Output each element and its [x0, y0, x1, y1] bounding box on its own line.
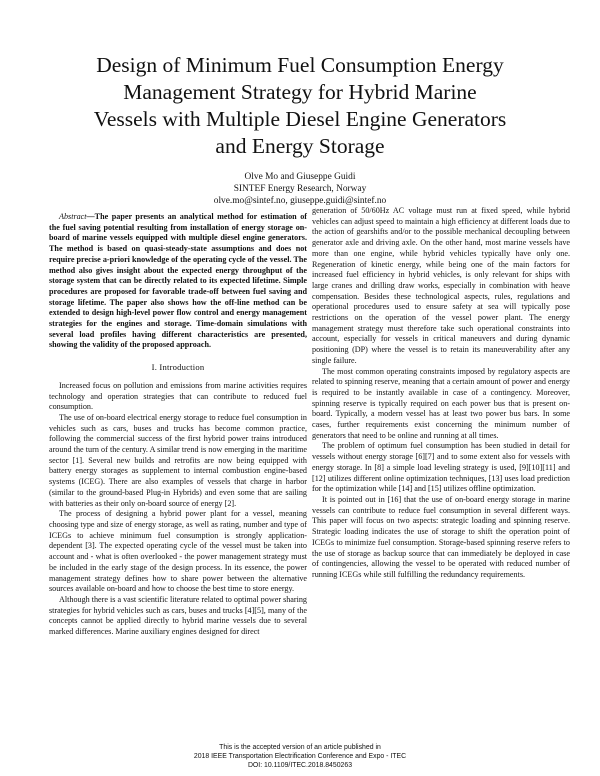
author-block: [40, 171, 560, 207]
author-affiliation: SINTEF Energy Research, Norway: [233, 184, 367, 194]
abstract-text: —The paper presents an analytical method for estimation of the fuel saving potential resulting from installation of energy storage on-board of marine vessels equipped with multiple diesel engine generators. The method is based on quasi-steady-state assumptions and does not require precise a-priori knowledge of the operating cycle of the vessel. The method also gives insight about the expected energy throughput of the storage system that can be directly related to its expected lifetime. Simple procedures are proposed for favorable trade-off between fuel saving and storage lifetime. The paper also shows how the off-line method can be extended to design high-level power flow control and energy management strategies for the engines and storage. Time-domain simulations with several load profiles having different characteristics are presented, showing the validity of the proposed approach.: [49, 212, 307, 350]
title-line: Management Strategy for Hybrid Marine: [123, 80, 477, 104]
left-column: [49, 212, 307, 638]
body-paragraph: Increased focus on pollution and emissions from marine activities requires technology and operation strategies that can contribute to reduced fuel consumption.: [49, 380, 307, 412]
body-paragraph: Although there is a vast scientific literature related to optimal power sharing strategies for hybrid vehicles such as cars, buses and trucks [4][5], many of the concepts cannot be applied directly to hybrid marine vessels due to several marked differences. Marine auxiliary engines designed for direct: [49, 594, 307, 637]
author-names: Olve Mo and Giuseppe Guidi: [244, 172, 356, 182]
body-paragraph: The most common operating constraints imposed by regulatory aspects are related to spinning reserve, meaning that a certain amount of power and energy is required to be instantly available in case of a contingency. Moreover, spinning reserve is typically required on each power bus that is present on-board. Typically, a modern vessel has at least two power bus bars. In some cases, further requirements exist concerning the minimum number of generators that need to be online and running at all times.: [312, 366, 570, 440]
body-paragraph: The process of designing a hybrid power plant for a vessel, meaning choosing type and size of energy storage, as well as rating, number and type of ICEGs to achieve minimum fuel consumption is strongly application-dependent [3]. The expected operating cycle of the vessel must be taken into account and - what is often overlooked - the power management strategy must be included in the early stage of the design process. In its essence, the power management strategy defines how to share power between the alternative sources available on-board and how to choose the best time to store energy.: [49, 509, 307, 594]
title-line: Vessels with Multiple Diesel Engine Generators: [93, 107, 507, 131]
right-column: [312, 206, 570, 581]
paper-title: [40, 52, 560, 160]
title-line: Design of Minimum Fuel Consumption Energy: [96, 53, 504, 77]
abstract: [49, 212, 307, 351]
author-emails: olve.mo@sintef.no, giuseppe.guidi@sintef.no: [213, 196, 387, 206]
body-paragraph: The problem of optimum fuel consumption has been studied in detail for vessels without energy storage [6][7] and to some extent also for vessels with energy storage. In [8] a simple load leveling strategy is used, [9][10][11] and [12] utilizes different online optimization techniques, [13] uses load prediction for the optimization while [14] and [15] utilizes offline optimization.: [312, 441, 570, 494]
abstract-label: Abstract: [59, 212, 87, 221]
section-heading: I. Introduction: [151, 362, 205, 373]
body-paragraph: generation of 50/60Hz AC voltage must run at fixed speed, while hybrid vehicles can adjust speed to maintain a high efficiency at different loads due to the action of gearshifts and/or to the possible mechanical decoupling between generator axle and driving axle. On the other hand, most marine vessels have more than one engine, while hybrid vehicles typically have only one. Regeneration of kinetic energy, while being one of the main factors for increased fuel efficiency in hybrid vehicles, is only relevant for ships with large cranes and drilling draw works, especially in combination with heave compensation. Besides these technological aspects, rules, regulations and operational procedures used to ensure safety at sea will typically pose restrictions on the operation of the vessel power plant. The energy management strategy must therefore take such operational constraints into account, especially for vessels in critical maneuvers and during dynamic positioning (DP) where the vessel is to retain its maneuverability after any single failure.: [312, 206, 570, 365]
body-paragraph: The use of on-board electrical energy storage to reduce fuel consumption in vehicles such as cars, buses and trucks has become common practice, following the commercial success of the first hybrid power trains introduced around the turn of the century. A similar trend is now emerging in the maritime sector [1]. Several new builds and retrofits are now being equipped with battery energy storages as supplement to internal combustion engine-based systems (ICEG). There are also examples of vessels that charge in harbor (similar to the ground-based Plug-in Hybrids) and even some that are sailing with batteries as their only on-board source of energy [2].: [49, 412, 307, 508]
footer-line: 2018 IEEE Transportation Electrification Conference and Expo - ITEC: [193, 753, 407, 760]
title-line: and Energy Storage: [215, 134, 385, 158]
publication-note: [40, 743, 560, 770]
body-paragraph: It is pointed out in [16] that the use of on-board energy storage in marine vessels can contribute to reduce fuel consumption in several different ways. This paper will focus on two aspects: strategic loading and spinning reserve. Strategic loading indicates the use of storage to shift the operation point of ICEGs to minimize fuel consumption. Storage-based spinning reserve refers to the use of storage as backup source that can immediately be deployed in case of contingencies, allowing the vessel to be operated with reduced number of running ICEGs while still fulfilling the redundancy requirements.: [312, 494, 570, 579]
doi-line: DOI: 10.1109/ITEC.2018.8450263: [247, 762, 353, 769]
footer-line: This is the accepted version of an article published in: [219, 744, 381, 751]
